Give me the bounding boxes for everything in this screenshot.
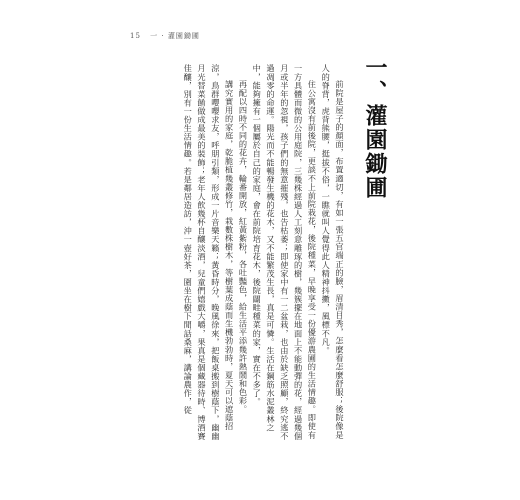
running-head-title: 一 · 灌園鋤圃 [150,32,200,40]
body-text [128,64,346,444]
running-head [130,31,200,41]
chapter-title [360,56,391,200]
chapter-title-text: 灌園鋤圃 [362,104,388,200]
paragraph: 住公寓沒有前後院，更談不上前院栽花，後院種菜，早晚享受一份優游農圃的生活情趣。即使有一方具體而微的公用庭院，三幾株經過人工刻意雕琢的樹，幾簇擺在地面上不能動彈的花，經過幾個月或半年的忽視，孩子們的無意摧殘，也告枯萎；即使家中有一二盆栽，也由於缺乏照顧，終究逃不過凋零的命運。陽光而不能暢發生機的花木，又不能繁茂生長，真是可憐。生活在鋼筋水泥叢林之中，能夠擁有一個屬於自己的家庭，會在前院培育花木，後院闢畦種菜的家，實在不多了。 [252,64,318,441]
chapter-number: 一、 [362,56,388,104]
paragraph: 再配以四時不同的花卉，輪番開放，紅黃紫粉，各吐豔色，給生活平添幾許熱鬧和色彩。 [238,80,249,414]
paragraph: 前院是屋子的顏面，布置適切，有如一張五官端正的臉，眉清目秀，怎麼看怎麼舒服；後院像是人的脊背，虎背熊腰，挺拔不俗，一瞧就叫人覺得此人精神抖擻，風標不凡。 [321,64,345,440]
page-number: 15 [130,32,141,40]
paragraph: 講究實用的家庭，乾脆植幾叢修竹，栽數株樹木，等樹葉成蔭而生機勃勃時，夏天可以遮蔭招涼，鳥群嚶嚶求友，呼朋引類，形成一片音樂天籟；黃昏時分，晚風徐來，把飯桌搬到樹蔭下，幽幽月光替菜餚做成最美的裝飾；老年人飲幾杯自釀淡酒，兒童們嬉戲大嚼，果真是個藏器待時、博酒賽佳釀，別有一份生活情趣。若是鄰居造訪，沖一壺好茶，圍坐在樹下閒話桑麻，講論農作，從 [183,64,235,441]
